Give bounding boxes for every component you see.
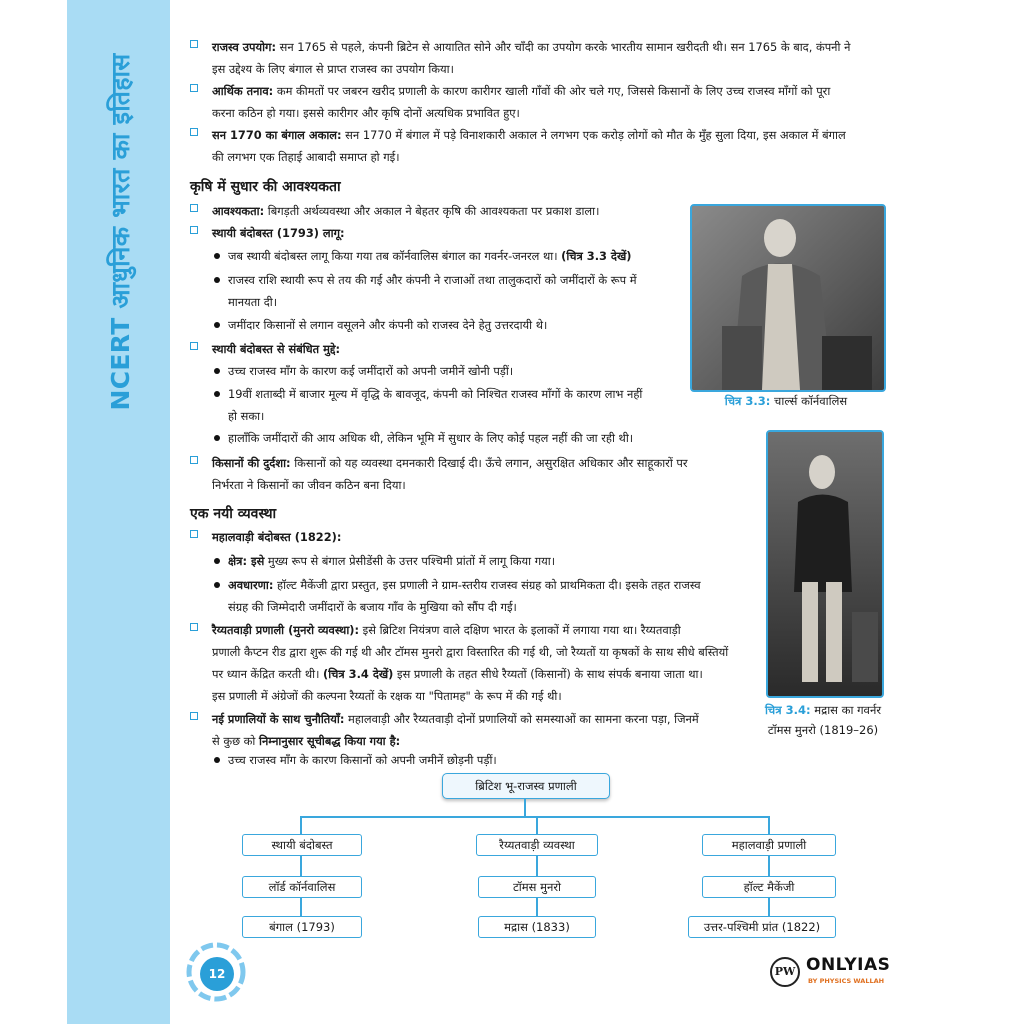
square-bullet-icon bbox=[190, 204, 198, 212]
list-item: हालाँकि जमींदारों की आय अधिक थी, लेकिन भूमि में सुधार के लिए कोई पहल नहीं की जा रही थी। bbox=[190, 427, 750, 449]
bullet-icon bbox=[214, 582, 220, 588]
portrait-image bbox=[692, 206, 884, 390]
chart-region-box: उत्तर-पश्चिमी प्रांत (1822) bbox=[688, 916, 836, 938]
connector-line bbox=[536, 816, 538, 834]
bullet-icon bbox=[214, 391, 220, 397]
connector-line bbox=[536, 856, 538, 876]
square-bullet-icon bbox=[190, 84, 198, 92]
connector-line bbox=[300, 898, 302, 916]
bullet-icon bbox=[214, 757, 220, 763]
chart-person-box: टॉमस मुनरो bbox=[478, 876, 596, 898]
square-bullet-icon bbox=[190, 530, 198, 538]
chart-system-box: स्थायी बंदोबस्त bbox=[242, 834, 362, 856]
list-item: नई प्रणालियों के साथ चुनौतियाँ: महालवाड़ी और रैय्यतवाड़ी दोनों प्रणालियों को समस्याओं का सामना करना पड़ा, जिनमें से कुछ को निम्नानुसार सूचीबद्ध किया गया है: bbox=[190, 708, 755, 752]
chart-person-box: लॉर्ड कॉर्नवालिस bbox=[242, 876, 362, 898]
list-item: रैय्यतवाड़ी प्रणाली (मुनरो व्यवस्था): इसे ब्रिटिश नियंत्रण वाले दक्षिण भारत के इलाकों में लगाया गया था। रैय्यतवाड़ी प्रणाली कैप्टन रीड द्वारा शुरू की गई थी और टॉमस मुनरो द्वारा विस्तारित की गई थी, जो रैय्यतों या कृषकों के साथ सीधे बस्तियों पर ध्यान केंद्रित करती थी। (चित्र 3.4 देखें) इस प्रणाली के तहत सीधे रैय्यतों (किसानों) के साथ संपर्क बनाया जाता था। इस प्रणाली में अंग्रेजों की कल्पना रैय्यतों के रक्षक या "पितामह" के रूप में की गई थी। bbox=[190, 619, 755, 707]
list-item: किसानों की दुर्दशा: किसानों को यह व्यवस्था दमनकारी दिखाई दी। ऊँचे लगान, असुरक्षित अधिकार और साहूकारों पर निर्भरता ने किसानों का जीवन कठिन बना दिया। bbox=[190, 452, 755, 496]
list-item: स्थायी बंदोबस्त से संबंधित मुद्दे: bbox=[190, 338, 690, 360]
chart-system-box: रैय्यतवाड़ी व्यवस्था bbox=[476, 834, 598, 856]
chart-region-box: मद्रास (1833) bbox=[478, 916, 596, 938]
chart-root-box: ब्रिटिश भू-राजस्व प्रणाली bbox=[442, 773, 610, 799]
list-item: आवश्यकता: बिगड़ती अर्थव्यवस्था और अकाल ने बेहतर कृषि की आवश्यकता पर प्रकाश डाला। bbox=[190, 200, 690, 222]
bullet-icon bbox=[214, 277, 220, 283]
chart-person-box: हॉल्ट मैकेंजी bbox=[702, 876, 836, 898]
bullet-icon bbox=[214, 253, 220, 259]
list-item: आर्थिक तनाव: कम कीमतों पर जबरन खरीद प्रणाली के कारण कारीगर खाली गाँवों की ओर चले गए, जिससे किसानों के लिए उच्च राजस्व माँगों को पूरा करना कठिन हो गया। इससे कारीगर और कृषि दोनों अत्यधिक प्रभावित हुए। bbox=[190, 80, 890, 124]
list-item: क्षेत्र: इसे मुख्य रूप से बंगाल प्रेसीडेंसी के उत्तर पश्चिमी प्रांतों में लागू किया गया। bbox=[190, 550, 755, 572]
connector-line bbox=[300, 856, 302, 876]
figure-caption: चित्र 3.4: मद्रास का गवर्नर टॉमस मुनरो (1819–26) bbox=[764, 703, 882, 737]
publisher-logo bbox=[770, 955, 900, 993]
list-item: राजस्व उपयोग: सन 1765 से पहले, कंपनी ब्रिटेन से आयातित सोने और चाँदी का उपयोग करके भारतीय सामान खरीदती थी। सन 1765 के बाद, कंपनी ने इस उद्देश्य के लिए बंगाल से प्राप्त राजस्व का उपयोग किया। bbox=[190, 36, 890, 80]
connector-line bbox=[768, 898, 770, 916]
list-item: उच्च राजस्व माँग के कारण किसानों को अपनी जमीनें छोड़नी पड़ीं। bbox=[190, 749, 755, 771]
list-item: जमींदार किसानों से लगान वसूलने और कंपनी को राजस्व देने हेतु उत्तरदायी थे। bbox=[190, 314, 680, 336]
square-bullet-icon bbox=[190, 623, 198, 631]
sidebar-title: NCERT आधुनिक भारत का इतिहास bbox=[106, 53, 135, 411]
list-item: राजस्व राशि स्थायी रूप से तय की गई और कंपनी ने राजाओं तथा तालुकदारों को जमींदारों के रूप में मानयता दी। bbox=[190, 269, 680, 313]
square-bullet-icon bbox=[190, 226, 198, 234]
square-bullet-icon bbox=[190, 456, 198, 464]
section-heading: एक नयी व्यवस्था bbox=[190, 506, 277, 522]
list-item: अवधारणा: हॉल्ट मैकेंजी द्वारा प्रस्तुत, इस प्रणाली ने ग्राम-स्तरीय राजस्व संग्रह को प्राथमिकता दी। इसके तहत राजस्व संग्रह की जिम्मेदारी जमींदारों के बजाय गाँव के मुखिया को सौंप दी गई। bbox=[190, 574, 755, 618]
bullet-icon bbox=[214, 558, 220, 564]
figure-caption: चित्र 3.3: चार्ल्स कॉर्नवालिस bbox=[724, 394, 848, 408]
logo-subtext: BY PHYSICS WALLAH bbox=[808, 977, 885, 985]
section-heading: कृषि में सुधार की आवश्यकता bbox=[190, 179, 341, 195]
bullet-icon bbox=[214, 322, 220, 328]
connector-line bbox=[536, 898, 538, 916]
list-item: उच्च राजस्व माँग के कारण कई जमींदारों को अपनी जमीनें खोनी पड़ीं। bbox=[190, 360, 680, 382]
list-item: सन 1770 का बंगाल अकाल: सन 1770 में बंगाल में पड़े विनाशकारी अकाल ने लगभग एक करोड़ लोगों को मौत के मुँह सुला दिया, इस अकाल में बंगाल की लगभग एक तिहाई आबादी समाप्त हो गई। bbox=[190, 124, 890, 168]
bullet-icon bbox=[214, 368, 220, 374]
portrait-image bbox=[768, 432, 882, 696]
square-bullet-icon bbox=[190, 342, 198, 350]
connector-line bbox=[768, 816, 770, 834]
chart-region-box: बंगाल (1793) bbox=[242, 916, 362, 938]
chart-system-box: महालवाड़ी प्रणाली bbox=[702, 834, 836, 856]
bullet-icon bbox=[214, 435, 220, 441]
pw-logo-icon: PW bbox=[770, 957, 800, 987]
connector-line bbox=[768, 856, 770, 876]
connector-line bbox=[300, 816, 302, 834]
logo-text: ONLYIAS bbox=[806, 955, 891, 975]
page-number: 12 bbox=[200, 957, 234, 991]
square-bullet-icon bbox=[190, 712, 198, 720]
list-item: महालवाड़ी बंदोबस्त (1822): bbox=[190, 526, 755, 548]
list-item: जब स्थायी बंदोबस्त लागू किया गया तब कॉर्नवालिस बंगाल का गवर्नर-जनरल था। (चित्र 3.3 देखें) bbox=[190, 245, 680, 267]
square-bullet-icon bbox=[190, 40, 198, 48]
list-item: 19वीं शताब्दी में बाजार मूल्य में वृद्धि के बावजूद, कंपनी को निश्चित राजस्व माँगों के कारण लाभ नहीं हो सका। bbox=[190, 383, 680, 427]
portrait-munro bbox=[766, 430, 884, 698]
connector-line bbox=[524, 798, 526, 816]
portrait-cornwallis bbox=[690, 204, 886, 392]
connector-line bbox=[300, 816, 770, 818]
square-bullet-icon bbox=[190, 128, 198, 136]
list-item: स्थायी बंदोबस्त (1793) लागू: bbox=[190, 222, 690, 244]
